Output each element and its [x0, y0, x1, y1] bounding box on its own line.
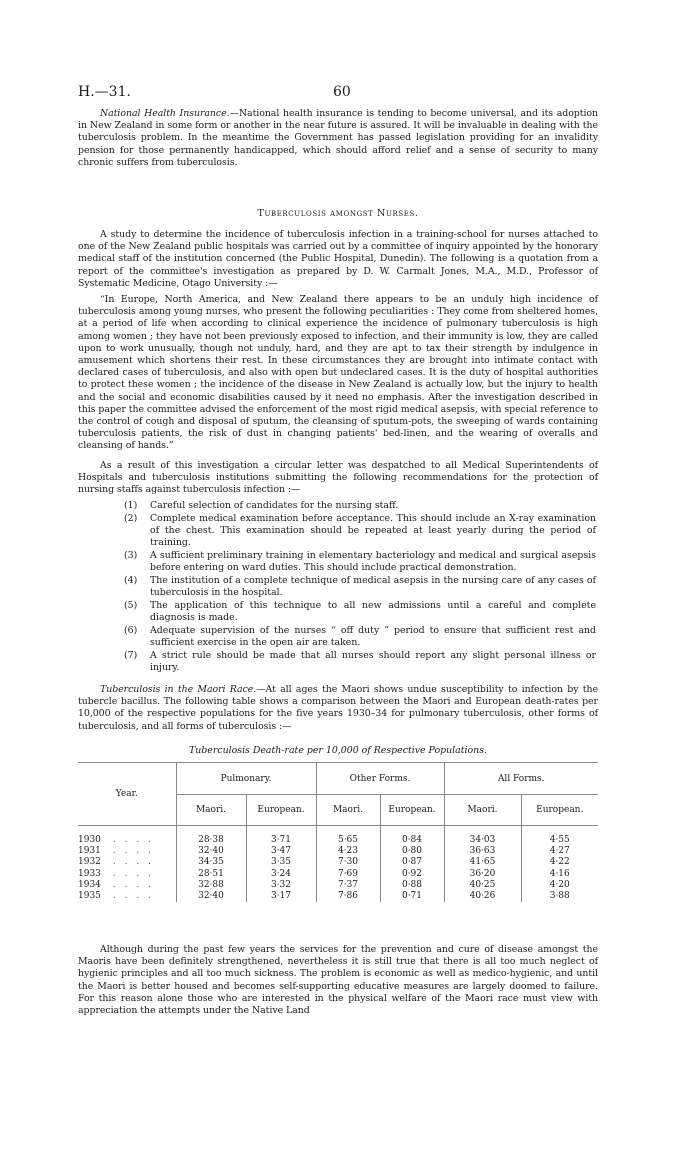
rate-cell: 4·20 — [521, 880, 598, 891]
rate-cell: 0·88 — [380, 880, 444, 891]
recommendation-item — [78, 650, 598, 674]
recommendation-item — [78, 575, 598, 599]
rate-cell: 3·17 — [246, 891, 316, 902]
leader-dots: . . . . — [112, 891, 154, 902]
recommendation-number: (2) — [124, 513, 138, 524]
leader-dots: . . . . — [112, 846, 154, 857]
rate-cell: 36·63 — [444, 846, 521, 857]
year-value: 1932 — [78, 857, 101, 868]
table-row — [78, 880, 598, 891]
year-cell — [78, 857, 176, 868]
recommendation-item — [78, 600, 598, 624]
year-value: 1935 — [78, 891, 101, 902]
rate-cell: 32·40 — [176, 891, 246, 902]
recommendation-item — [78, 500, 598, 512]
rate-cell: 28·51 — [176, 869, 246, 880]
table-row — [78, 846, 598, 857]
recommendation-number: (3) — [124, 550, 138, 561]
column-header-maori: Maori. — [316, 795, 380, 826]
year-value: 1931 — [78, 846, 101, 857]
paragraph-body: —National health insurance is tending to become universal, and its adoption in New Zealand in some form or another in the near future is assured. It will be invaluable in dealing with the tuberculosis problem. In the meantime the Government has passed legislation providing for an invalidity pension for those permanently handicapped, which should afford relief and a sense of security to many chronic suffers from tuberculosis. — [78, 108, 598, 168]
leader-dots: . . . . — [112, 835, 154, 845]
paragraph-quotation: “In Europe, North America, and New Zealand there appears to be an unduly high incidence of tuberculosis among young nurses, who present the following peculiarities : They come from sheltered homes, at a period of life when according to clinical experience the incidence of pulmonary tuberculosis is high among women ; they have not been previously exposed to infection, and their immunity is low, they are called upon to work unusually, though not unduly, hard, and they are apt to tax their strength by indulgence in amusement which shortens their rest. In these circumstances they are brought into intimate contact with declared cases of tuberculosis, and also with open but undeclared cases. It is the duty of hospital authorities to protect these women ; the incidence of the disease in New Zealand is actually low, but the injury to health and the social and economic disabilities caused by it need no emphasis. After the investigation described in this paper the committee advised the enforcement of the most rigid medical asepsis, with special reference to the control of cough and disposal of sputum, the cleansing of sputum-pots, the sweeping of wards containing tuberculosis patients, the risk of dust in changing patients' bed-linen, and the wearing of overalls and cleansing of hands.” — [78, 294, 598, 452]
rate-cell: 40·25 — [444, 880, 521, 891]
document-reference: H.—31. — [78, 84, 131, 100]
group-header-other-forms: Other Forms. — [316, 763, 444, 795]
paragraph-lead: National Health Insurance. — [100, 108, 230, 119]
table-caption: Tuberculosis Death-rate per 10,000 of Respective Populations. — [189, 745, 487, 756]
rate-cell: 3·88 — [521, 891, 598, 902]
section-heading: Tuberculosis amongst Nurses. — [257, 208, 419, 219]
rate-cell: 4·16 — [521, 869, 598, 880]
recommendation-item — [78, 625, 598, 649]
rate-cell: 0·80 — [380, 846, 444, 857]
column-header-year: Year. — [78, 763, 176, 826]
recommendation-number: (7) — [124, 650, 138, 661]
recommendation-text: Adequate supervision of the nurses “ off duty ” period to ensure that sufficient rest and sufficient exercise in the open air are taken. — [150, 625, 596, 648]
year-cell — [78, 891, 176, 902]
recommendation-text: Complete medical examination before acceptance. This should include an X-ray examination of the chest. This examination should be repeated at least yearly during the period of training. — [150, 513, 596, 548]
column-header-european: European. — [246, 795, 316, 826]
recommendation-text: The institution of a complete technique of medical asepsis in the nursing care of any cases of tuberculosis in the hospital. — [150, 575, 596, 598]
recommendation-number: (6) — [124, 625, 138, 636]
rate-cell: 0·92 — [380, 869, 444, 880]
recommendation-number: (1) — [124, 500, 138, 511]
recommendation-number: (4) — [124, 575, 138, 586]
year-cell — [78, 826, 176, 847]
page-header — [78, 84, 598, 104]
rate-cell: 4·22 — [521, 857, 598, 868]
rate-cell: 40·26 — [444, 891, 521, 902]
rate-cell: 3·32 — [246, 880, 316, 891]
recommendation-text: A sufficient preliminary training in elementary bacteriology and medical and surgical asepsis before entering on ward duties. This should include practical demonstration. — [150, 550, 596, 573]
paragraph-circular-letter: As a result of this investigation a circular letter was despatched to all Medical Superintendents of Hospitals and tuberculosis institutions submitting the following recommendations for the protection of nursing staffs against tuberculosis infection :— — [78, 460, 598, 496]
recommendation-text: The application of this technique to all new admissions until a careful and complete diagnosis is made. — [150, 600, 596, 623]
leader-dots: . . . . — [112, 868, 154, 879]
page-number: 60 — [333, 84, 351, 100]
group-header-all-forms: All Forms. — [444, 763, 598, 795]
recommendation-item — [78, 550, 598, 574]
rate-cell: 3·35 — [246, 857, 316, 868]
rate-cell: 4·27 — [521, 846, 598, 857]
rate-cell: 34·35 — [176, 857, 246, 868]
death-rate-table — [78, 762, 598, 902]
year-cell — [78, 880, 176, 891]
rate-cell: 28·38 — [176, 826, 246, 847]
paragraph-lead: Tuberculosis in the Maori Race. — [100, 684, 257, 695]
year-value: 1930 — [78, 835, 101, 845]
paragraph-maori-hygiene: Although during the past few years the services for the prevention and cure of disease amongst the Maoris have been definitely strengthened, nevertheless it is still true that there is all too much neglect of hygienic principles and all too much sickness. The problem is economic as well as medico-hygienic, and until the Maori is better housed and becomes self-supporting educative measures are largely doomed to failure. For this reason alone those who are interested in the physical welfare of the Maori race must view with appreciation the attempts under the Native Land — [78, 944, 598, 1017]
recommendation-number: (5) — [124, 600, 138, 611]
rate-cell: 3·71 — [246, 826, 316, 847]
rate-cell: 3·24 — [246, 869, 316, 880]
column-header-maori: Maori. — [176, 795, 246, 826]
rate-cell: 7·30 — [316, 857, 380, 868]
group-header-pulmonary: Pulmonary. — [176, 763, 316, 795]
rate-cell: 32·40 — [176, 846, 246, 857]
year-cell — [78, 869, 176, 880]
column-header-european: European. — [521, 795, 598, 826]
paragraph-body: —At all ages the Maori shows undue susceptibility to infection by the tubercle bacillus. The following table shows a comparison between the Maori and European death-rates per 10,000 of the respective populations for the five years 1930–34 for pulmonary tuberculosis, other forms of tuberculosis, and all forms of tuberculosis :— — [78, 684, 598, 732]
rate-cell: 0·71 — [380, 891, 444, 902]
recommendation-item — [78, 513, 598, 549]
recommendation-text: A strict rule should be made that all nurses should report any slight personal illness or injury. — [150, 650, 596, 673]
table-row — [78, 869, 598, 880]
leader-dots: . . . . — [112, 879, 154, 890]
column-header-european: European. — [380, 795, 444, 826]
rate-cell: 34·03 — [444, 826, 521, 847]
table-row — [78, 891, 598, 902]
table-row — [78, 826, 598, 847]
paragraph-maori-race — [78, 684, 598, 733]
rate-cell: 36·20 — [444, 869, 521, 880]
rate-cell: 32·88 — [176, 880, 246, 891]
rate-cell: 4·23 — [316, 846, 380, 857]
table-body — [78, 826, 598, 903]
table-row — [78, 857, 598, 868]
paragraph-study-intro: A study to determine the incidence of tuberculosis infection in a training-school for nurses attached to one of the New Zealand public hospitals was carried out by a committee of inquiry appointed by the honorary medical staff of the institution concerned (the Public Hospital, Dunedin). The following is a quotation from a report of the committee's investigation as prepared by D. W. Carmalt Jones, M.A., M.D., Professor of Systematic Medicine, Otago University :— — [78, 229, 598, 289]
column-header-maori: Maori. — [444, 795, 521, 826]
rate-cell: 0·87 — [380, 857, 444, 868]
rate-cell: 7·69 — [316, 869, 380, 880]
year-cell — [78, 846, 176, 857]
rate-cell: 7·37 — [316, 880, 380, 891]
paragraph-national-health-insurance — [78, 108, 598, 169]
rate-cell: 5·65 — [316, 826, 380, 847]
rate-cell: 3·47 — [246, 846, 316, 857]
rate-cell: 7·86 — [316, 891, 380, 902]
year-value: 1933 — [78, 868, 101, 879]
recommendation-text: Careful selection of candidates for the nursing staff. — [150, 500, 399, 511]
year-value: 1934 — [78, 879, 101, 890]
recommendations-list — [78, 500, 598, 675]
leader-dots: . . . . — [112, 857, 154, 868]
rate-cell: 0·84 — [380, 826, 444, 847]
rate-cell: 4·55 — [521, 826, 598, 847]
rate-cell: 41·65 — [444, 857, 521, 868]
